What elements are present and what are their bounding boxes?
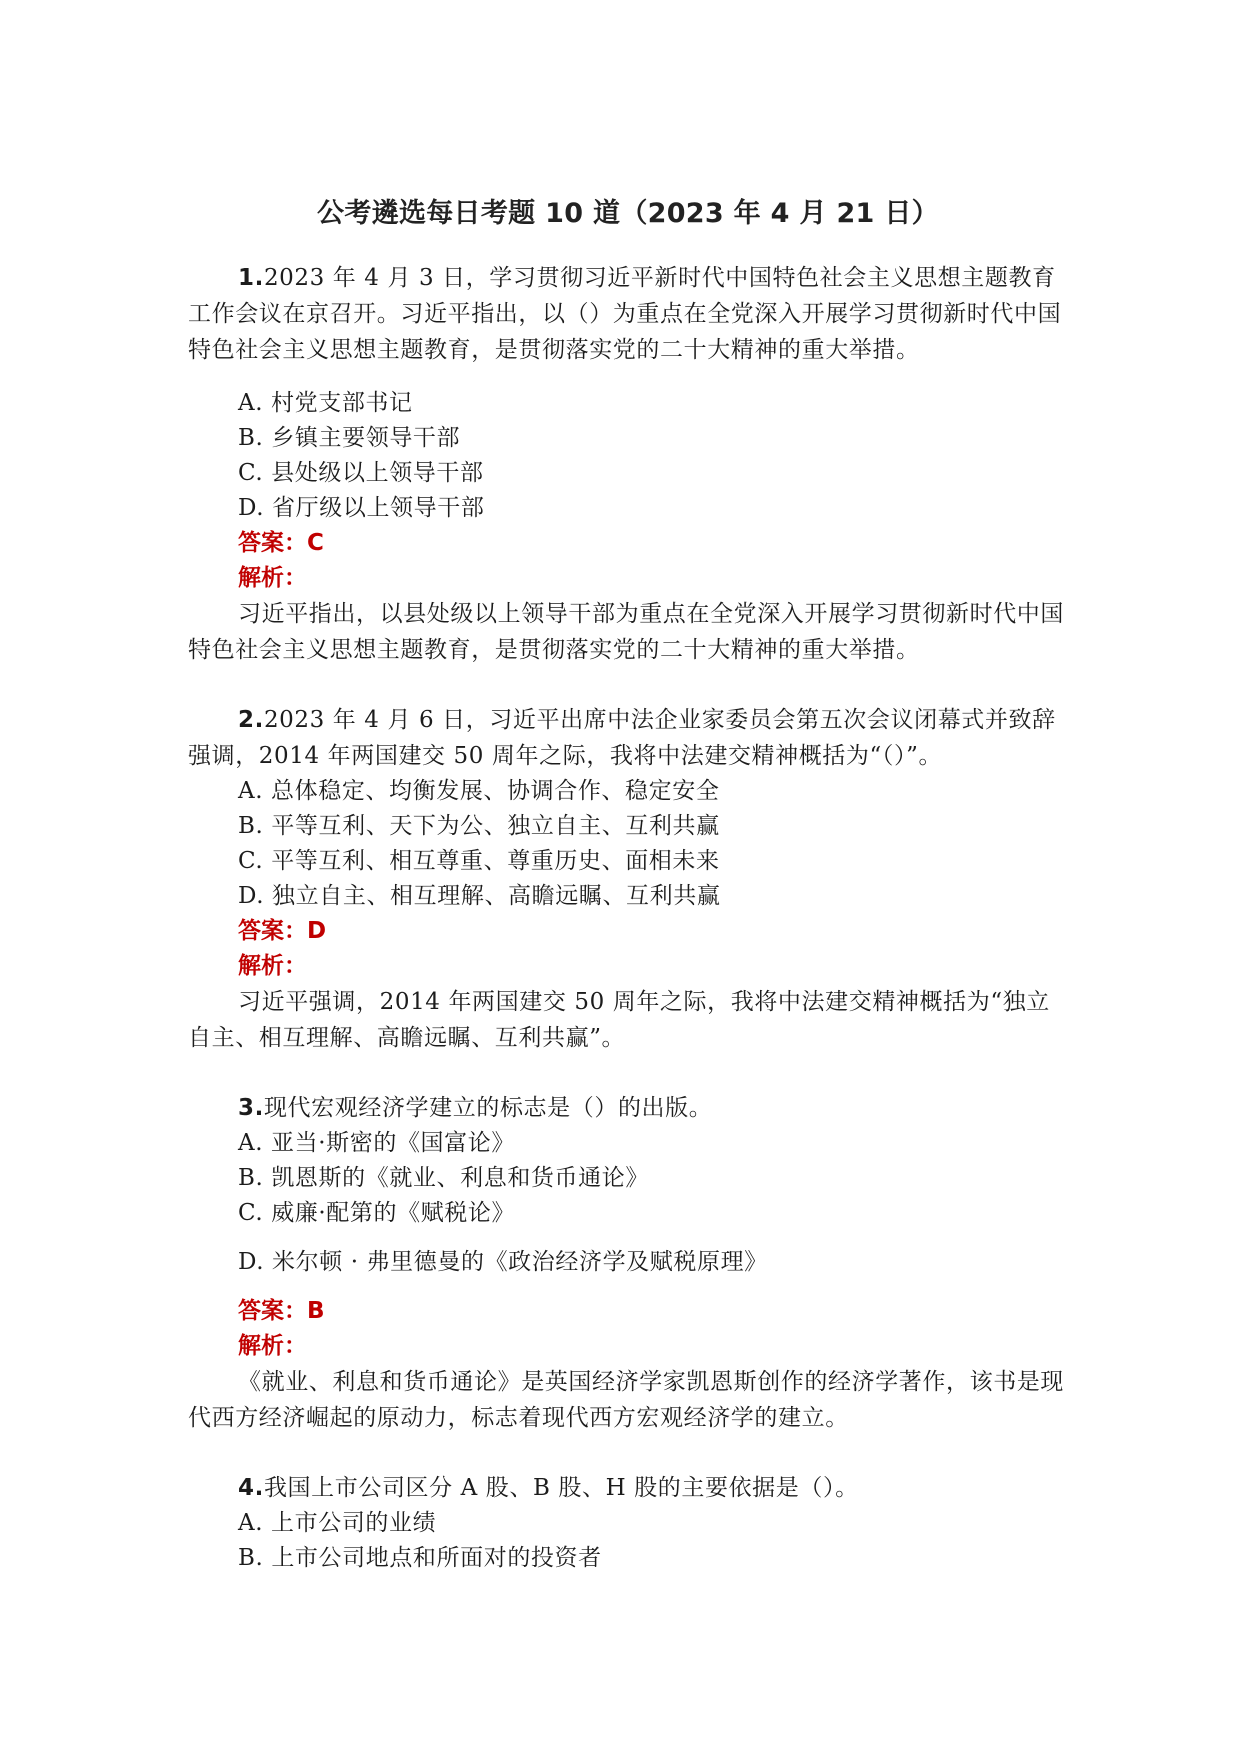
- option-b: B. 平等互利、天下为公、独立自主、互利共赢: [238, 813, 720, 839]
- question-number: 4.: [238, 1475, 264, 1501]
- answer-line: 答案：B: [238, 1298, 325, 1324]
- question-text: 我国上市公司区分 A 股、B 股、H 股的主要依据是（）。: [263, 1475, 859, 1501]
- analysis-text: 《就业、利息和货币通论》是英国经济学家凯恩斯创作的经济学著作，该书是现代西方经济崛起的原动力，标志着现代西方宏观经济学的建立。: [188, 1369, 1064, 1431]
- option-b: B. 上市公司地点和所面对的投资者: [238, 1545, 602, 1571]
- option-d: D. 省厅级以上领导干部: [238, 495, 485, 521]
- document-content: [188, 196, 1068, 1576]
- analysis-label: 解析：: [238, 565, 307, 591]
- option-c: C. 县处级以上领导干部: [238, 460, 484, 486]
- question-text: 2023 年 4 月 6 日，习近平出席中法企业家委员会第五次会议闭幕式并致辞强调，2014 年两国建交 50 周年之际，我将中法建交精神概括为“（）”。: [188, 707, 1056, 769]
- question-3: [188, 1090, 1068, 1436]
- option-b: B. 凯恩斯的《就业、利息和货币通论》: [238, 1165, 649, 1191]
- option-a: A. 村党支部书记: [238, 390, 413, 416]
- question-2: [188, 702, 1068, 1056]
- question-text: 现代宏观经济学建立的标志是（）的出版。: [263, 1095, 713, 1121]
- option-a: A. 总体稳定、均衡发展、协调合作、稳定安全: [238, 778, 720, 804]
- question-stem: [188, 1470, 1068, 1506]
- question-stem: [188, 702, 1068, 774]
- question-stem: [188, 1090, 1068, 1126]
- option-c: C. 威廉·配第的《赋税论》: [238, 1200, 516, 1226]
- question-4: [188, 1470, 1068, 1576]
- answer-line: 答案：C: [238, 530, 324, 556]
- analysis-label: 解析：: [238, 1333, 307, 1359]
- option-a: A. 亚当·斯密的《国富论》: [238, 1130, 515, 1156]
- question-1: [188, 260, 1068, 668]
- page-title: 公考遴选每日考题 10 道（2023 年 4 月 21 日）: [317, 198, 939, 229]
- option-a: A. 上市公司的业绩: [238, 1510, 437, 1536]
- question-text: 2023 年 4 月 3 日，学习贯彻习近平新时代中国特色社会主义思想主题教育工作会议在京召开。习近平指出，以（）为重点在全党深入开展学习贯彻新时代中国特色社会主义思想主题教育，是贯彻落实党的二十大精神的重大举措。: [188, 265, 1062, 363]
- question-number: 1.: [238, 265, 264, 291]
- question-number: 2.: [238, 707, 264, 733]
- option-d: D. 米尔顿 · 弗里德曼的《政治经济学及赋税原理》: [238, 1249, 768, 1275]
- answer-line: 答案：D: [238, 918, 327, 944]
- option-b: B. 乡镇主要领导干部: [238, 425, 461, 451]
- analysis-text: 习近平指出，以县处级以上领导干部为重点在全党深入开展学习贯彻新时代中国特色社会主义思想主题教育，是贯彻落实党的二十大精神的重大举措。: [188, 601, 1064, 663]
- analysis-label: 解析：: [238, 953, 307, 979]
- question-stem: [188, 260, 1068, 368]
- option-d: D. 独立自主、相互理解、高瞻远瞩、互利共赢: [238, 883, 721, 909]
- option-c: C. 平等互利、相互尊重、尊重历史、面相未来: [238, 848, 720, 874]
- question-number: 3.: [238, 1095, 264, 1121]
- analysis-text: 习近平强调，2014 年两国建交 50 周年之际，我将中法建交精神概括为“独立自主、相互理解、高瞻远瞩、互利共赢”。: [188, 989, 1050, 1051]
